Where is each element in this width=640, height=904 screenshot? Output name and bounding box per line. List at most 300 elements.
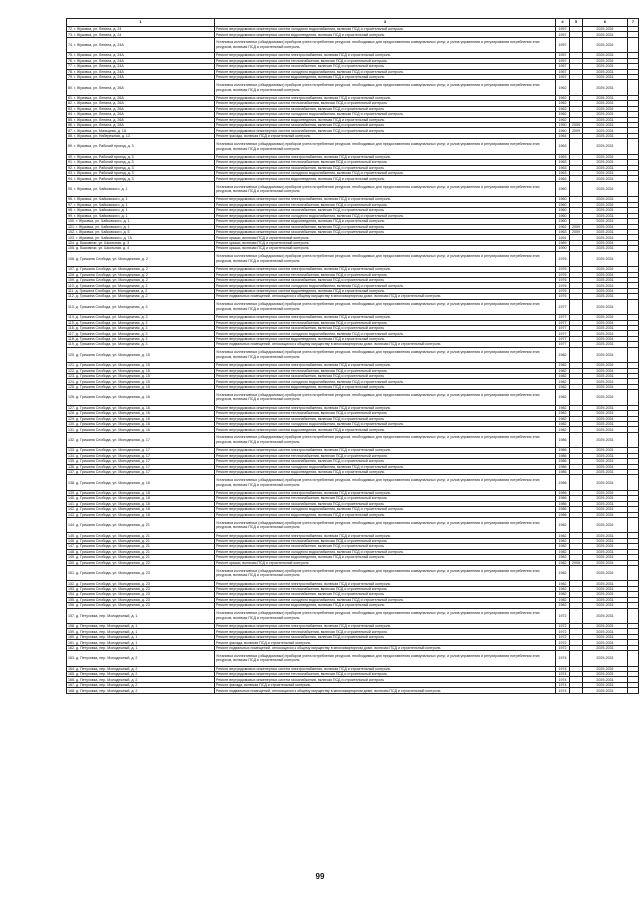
row-address-text: д. Гришина Слобода, ул. Молодежная, д. 15 (76, 368, 150, 373)
row-work-description: Ремонт внутридомовых инженерных систем электроснабжения, включая ПСД и строительный контроль (215, 666, 556, 671)
row-work-description: Ремонт внутридомовых инженерных систем холодного водоснабжения, включая ПСД и строительный контроль (215, 69, 556, 74)
row-number: 136. (68, 464, 75, 469)
row-work-description: Ремонт внутридомовых инженерных систем электроснабжения, включая ПСД и строительный контроль (215, 533, 556, 538)
row-work-description: Ремонт внутридомовых инженерных систем газоснабжения, включая ПСД и строительный контроль (215, 501, 556, 506)
row-year-built: 1957 (556, 58, 570, 63)
row-number: 113. (68, 304, 75, 309)
row-number: 79. (68, 75, 73, 80)
row-address-text: д. Гришина Слобода, ул. Молодежная, д. 16 (76, 405, 150, 410)
row-planned-period: 2029-2031 (583, 464, 628, 469)
row-year-built: 1950 (556, 123, 570, 128)
row-year-built: 1982 (556, 416, 570, 421)
row-planned-period: 2029-2031 (583, 608, 628, 623)
row-planned-period: 2029-2031 (583, 645, 628, 650)
row-address (67, 518, 215, 533)
row-work-description: Установка коллективных (общедомовых) приборов учета потребления ресурсов, необходимых для предоставления коммунальных услуг, и узлов управления и регулирования потребления этих ресурсов, включая ПСД и строительный контроль (215, 251, 556, 266)
row-number: 135. (68, 459, 75, 464)
row-work-description: Ремонт внутридомовых инженерных систем водоотведения, включая ПСД и строительный контроль (215, 384, 556, 389)
row-year-built: 1982 (556, 549, 570, 554)
row-number: 111. (68, 289, 75, 293)
row-planned-period: 2029-2031 (583, 213, 628, 218)
row-work-description: Ремонт внутридомовых инженерных систем холодного водоснабжения, включая ПСД и строительный контроль (215, 171, 556, 176)
row-number: 81. (68, 96, 73, 101)
row-planned-period: 2029-2031 (583, 229, 628, 234)
row-year-built: 1972 (556, 645, 570, 650)
row-address-text: г. Жуковка, ул. Чайковского, д. 1 (74, 213, 128, 218)
row-address-text: д. Гришина Слобода, ул. Молодежная, д. 3 (75, 320, 148, 325)
row-address-text: д. Петуховка, пер. Молодежный, д. 1 (76, 635, 138, 640)
row-year-built: 1982 (556, 411, 570, 416)
row-number: 130. (68, 422, 75, 427)
row-planned-period: 2029-2031 (583, 160, 628, 165)
row-planned-period: 2029-2031 (583, 416, 628, 421)
row-address-text: д. Гришина Слобода, ул. Молодежная, д. 2 (75, 289, 148, 293)
row-number: 118. (68, 337, 75, 342)
row-address-text: г. Жуковка, ул. Ленина, д. 26А (74, 117, 124, 122)
row-planned-period: 2029-2031 (583, 331, 628, 336)
row-address-text: д. Гришина Слобода, ул. Молодежная, д. 3 (75, 342, 148, 347)
column-header: 1 (67, 19, 215, 27)
row-address-text: д. Гришина Слобода, ул. Молодежная, д. 18 (76, 507, 150, 512)
row-work-description: Ремонт внутридомовых инженерных систем теплоснабжения, включая ПСД и строительный контроль (215, 496, 556, 501)
row-address-text: д. Гришина Слобода, ул. Молодежная, д. 23 (76, 597, 150, 602)
row-planned-period: 2029-2031 (583, 538, 628, 543)
row-work-description: Ремонт внутридомовых инженерных систем водоотведения, включая ПСД и строительный контроль (215, 512, 556, 517)
row-work-description: Установка коллективных (общедомовых) приборов учета потребления ресурсов, необходимых для предоставления коммунальных услуг, и узлов управления и регулирования потребления этих ресурсов, включая ПСД и строительный контроль (215, 566, 556, 581)
row-year-built: 1977 (556, 336, 570, 341)
row-year-built: 1963 (556, 154, 570, 159)
row-year-built: 1976 (556, 277, 570, 282)
row-address (67, 651, 215, 666)
row-address-text: д. Гришина Слобода, ул. Молодежная, д. 15 (76, 352, 150, 357)
row-address-text: г. Жуковка, ул. Чайковского, д. 1 (76, 224, 130, 229)
row-number: 75. (68, 53, 73, 58)
row-address-text: д. Гришина Слобода, ул. Молодежная, д. 16 (76, 427, 150, 432)
row-address (67, 37, 215, 52)
row-work-description: Установка коллективных (общедомовых) приборов учета потребления ресурсов, необходимых для предоставления коммунальных услуг, и узлов управления и регулирования потребления этих ресурсов, включая ПСД и строительный контроль (215, 347, 556, 362)
row-year-built: 1986 (556, 470, 570, 475)
row-address-text: г. Жуковка, ул. Чайковского, д. 1 (74, 202, 128, 207)
row-planned-period: 2029-2031 (583, 411, 628, 416)
row-planned-period: 2029-2031 (583, 586, 628, 591)
row-address-text: д. Петуховка, пер. Молодежный, д. 2 (76, 677, 138, 682)
row-work-description: Установка коллективных (общедомовых) приборов учета потребления ресурсов, необходимых для предоставления коммунальных услуг, и узлов управления и регулирования потребления этих ресурсов, включая ПСД и строительный контроль (215, 432, 556, 447)
row-work-description: Ремонт внутридомовых инженерных систем теплоснабжения, включая ПСД и строительный контроль (215, 368, 556, 373)
row-number: 154. (68, 592, 75, 597)
row-work-description: Ремонт внутридомовых инженерных систем газоснабжения, включая ПСД и строительный контроль (215, 592, 556, 597)
row-work-description: Ремонт внутридомовых инженерных систем теплоснабжения, включая ПСД и строительный контроль (215, 453, 556, 458)
row-address-text: д. Петуховка, пер. Молодежный, д. 1 (76, 645, 138, 650)
row-planned-period: 2029-2031 (583, 470, 628, 475)
row-year-renovated (570, 566, 583, 581)
row-planned-period: 2029-2031 (583, 581, 628, 586)
row-year-built: 1982 (556, 405, 570, 410)
row-extra-cell (628, 688, 639, 693)
row-planned-period: 2029-2031 (583, 566, 628, 581)
row-extra-cell (628, 251, 639, 266)
row-work-description: Ремонт крыши, включая ПСД и строительный контроль (215, 240, 556, 245)
row-planned-period: 2029-2031 (583, 347, 628, 362)
row-address (67, 251, 215, 266)
row-year-built: 1977 (556, 315, 570, 320)
row-address-text: д. Гришина Слобода, ул. Молодежная, д. 21 (76, 544, 150, 549)
row-planned-period: 2029-2031 (583, 75, 628, 80)
row-address-text: г. Жуковка, ул. Ленина, д. 24А (74, 58, 124, 63)
row-planned-period: 2029-2031 (583, 208, 628, 213)
row-work-description: Установка коллективных (общедомовых) приборов учета потребления ресурсов, необходимых для предоставления коммунальных услуг, и узлов управления и регулирования потребления этих ресурсов, включая ПСД и строительный контроль (215, 181, 556, 196)
row-planned-period: 2029-2031 (583, 490, 628, 495)
row-year-built: 1982 (556, 347, 570, 362)
row-number: 166. (68, 677, 75, 682)
row-address-text: г. Жуковка, ул. Ленина, д. 28А (74, 123, 124, 128)
table-row (67, 37, 639, 52)
row-planned-period: 2029-2031 (583, 240, 628, 245)
row-planned-period: 2029-2031 (583, 507, 628, 512)
row-year-renovated (570, 347, 583, 362)
row-planned-period: 2029-2031 (583, 202, 628, 207)
row-work-description: Ремонт подвальных помещений, относящихся к общему имуществу в многоквартирном доме, включая ПСД и строительный контроль (215, 688, 556, 693)
row-year-built: 1974 (556, 672, 570, 677)
row-planned-period: 2029-2031 (583, 101, 628, 106)
row-planned-period: 2029-2031 (583, 272, 628, 277)
row-year-built: 1982 (556, 592, 570, 597)
row-planned-period: 2029-2031 (583, 453, 628, 458)
page-number: 99 (315, 872, 325, 881)
row-year-built: 1960 (556, 213, 570, 218)
row-year-renovated: 2009 (570, 229, 583, 234)
row-work-description: Установка коллективных (общедомовых) приборов учета потребления ресурсов, необходимых для предоставления коммунальных услуг, и узлов управления и регулирования потребления этих ресурсов, включая ПСД и строительный контроль (215, 299, 556, 314)
row-work-description: Ремонт внутридомовых инженерных систем газоснабжения, включая ПСД и строительный контроль (215, 677, 556, 682)
row-address-text: д. Гришина Слобода, ул. Молодежная, д. 17 (76, 448, 150, 453)
table-row (67, 251, 639, 266)
row-year-built: 1960 (556, 219, 570, 224)
row-number: 83. (68, 106, 73, 111)
row-year-built: 1960 (556, 202, 570, 207)
row-planned-period: 2029-2031 (583, 277, 628, 282)
row-work-description: Ремонт внутридомовых инженерных систем газоснабжения, включая ПСД и строительный контроль (215, 208, 556, 213)
row-work-description: Ремонт внутридомовых инженерных систем холодного водоснабжения, включая ПСД и строительный контроль (215, 27, 556, 32)
row-address-text: г. Жуковка, ул. Ленина, д. 24А (74, 75, 124, 80)
row-work-description: Ремонт внутридомовых инженерных систем электроснабжения, включая ПСД и строительный контроль (215, 624, 556, 629)
row-year-built: 1960 (556, 208, 570, 213)
row-planned-period: 2029-2031 (583, 325, 628, 330)
row-address-text: д. Гришина Слобода, ул. Молодежная, д. 2 (75, 283, 148, 288)
row-year-built: 1963 (556, 229, 570, 234)
row-work-description: Ремонт внутридомовых инженерных систем холодного водоснабжения, включая ПСД и строительный контроль (215, 112, 556, 117)
row-number: 93. (68, 171, 73, 176)
row-number: 98. (68, 208, 73, 213)
row-work-description: Ремонт внутридомовых инженерных систем газоснабжения, включая ПСД и строительный контроль (215, 165, 556, 170)
row-address-text: г. Жуковка, ул. Ленина, д. 26А (74, 101, 124, 106)
row-year-renovated (570, 37, 583, 52)
row-address-text: д. Гришина Слобода, ул. Молодежная, д. 3 (75, 315, 148, 320)
row-address-text: д. Петуховка, пер. Молодежный, д. 2 (76, 666, 138, 671)
row-address (67, 432, 215, 447)
row-address-text: д. Гришина Слобода, ул. Молодежная, д. 2 (76, 267, 148, 272)
row-address-text: г. Жуковка, ул. Ленина, д. 26А (74, 85, 124, 90)
row-work-description: Ремонт внутридомовых инженерных систем электроснабжения, включая ПСД и строительный контроль (215, 315, 556, 320)
row-work-description: Ремонт внутридомовых инженерных систем теплоснабжения, включая ПСД и строительный контроль (215, 320, 556, 325)
row-year-built: 1957 (556, 37, 570, 52)
row-address-text: д. Гришина Слобода, ул. Молодежная, д. 18 (76, 491, 150, 496)
row-year-built: 1960 (556, 181, 570, 196)
row-extra-cell (628, 80, 639, 95)
table-row (67, 390, 639, 405)
row-address (67, 347, 215, 362)
table-row (67, 566, 639, 581)
row-work-description: Ремонт внутридомовых инженерных систем электроснабжения, включая ПСД и строительный контроль (215, 448, 556, 453)
row-year-built: 1982 (556, 538, 570, 543)
row-planned-period: 2029-2031 (583, 64, 628, 69)
row-planned-period: 2029-2031 (583, 267, 628, 272)
row-address-text: д. Гришина Слобода, ул. Молодежная, д. 3 (75, 331, 148, 336)
row-planned-period: 2029-2031 (583, 597, 628, 602)
row-planned-period: 2029-2031 (583, 677, 628, 682)
row-year-built: 1976 (556, 283, 570, 288)
row-extra-cell (628, 299, 639, 314)
row-work-description: Ремонт внутридомовых инженерных систем холодного водоснабжения, включая ПСД и строительный контроль (215, 331, 556, 336)
row-work-description: Ремонт внутридомовых инженерных систем электроснабжения, включая ПСД и строительный контроль (215, 405, 556, 410)
row-planned-period: 2029-2031 (583, 219, 628, 224)
row-work-description: Ремонт внутридомовых инженерных систем газоснабжения, включая ПСД и строительный контроль (215, 325, 556, 330)
row-work-description: Ремонт внутридомовых инженерных систем водоотведения, включая ПСД и строительный контроль (215, 32, 556, 37)
row-address-text: д. Гришина Слобода, ул. Молодежная, д. 16 (76, 411, 150, 416)
row-number: 73. (68, 32, 73, 37)
row-number: 153. (68, 587, 75, 592)
row-planned-period: 2029-2031 (583, 405, 628, 410)
row-planned-period: 2029-2031 (583, 501, 628, 506)
row-address-text: г. Жуковка, ул. Рабочий проезд, д. 3 (74, 165, 134, 170)
row-number: 97. (68, 202, 73, 207)
row-address-text: г. Жуковка, ул. Ленина, д. 26А (74, 106, 124, 111)
row-work-description: Ремонт внутридомовых инженерных систем водоотведения, включая ПСД и строительный контроль (215, 603, 556, 608)
row-address (67, 390, 215, 405)
row-work-description: Ремонт внутридомовых инженерных систем электроснабжения, включая ПСД и строительный контроль (215, 267, 556, 272)
row-year-built: 1962 (556, 101, 570, 106)
row-year-built: 1982 (556, 390, 570, 405)
row-number: 90. (68, 154, 73, 159)
row-number: 161. (68, 640, 75, 645)
row-planned-period: 2029-2031 (583, 592, 628, 597)
row-year-renovated (570, 80, 583, 95)
row-number: 147. (68, 544, 75, 549)
row-year-built: 1960 (556, 128, 570, 133)
row-work-description: Ремонт внутридомовых инженерных систем теплоснабжения, включая ПСД и строительный контроль (215, 272, 556, 277)
row-work-description: Ремонт внутридомовых инженерных систем газоснабжения, включая ПСД и строительный контроль (215, 277, 556, 282)
row-number: 110. (68, 283, 75, 288)
table-row (67, 432, 639, 447)
row-number: 85. (68, 117, 73, 122)
row-address-text: д. Петуховка, пер. Молодежный, д. 2 (76, 656, 138, 661)
row-address-text: д. Гришина Слобода, ул. Молодежная, д. 2 (76, 272, 148, 277)
row-planned-period: 2029-2031 (583, 459, 628, 464)
row-address-text: д. Петуховка, пер. Молодежный, д. 2 (76, 672, 138, 677)
row-number: 115. (68, 320, 75, 325)
row-planned-period: 2029-2031 (583, 251, 628, 266)
row-year-built: 1982 (556, 427, 570, 432)
row-work-description: Ремонт внутридомовых инженерных систем холодного водоснабжения, включая ПСД и строительный контроль (215, 464, 556, 469)
row-number: 92. (68, 165, 73, 170)
row-year-built: 1963 (556, 160, 570, 165)
row-address-text: г. Жуковка, ул. Мальцева, д. 1А (74, 128, 127, 133)
row-address-text: г. Жуковка, ул. Ленина, д. 24 (74, 32, 122, 37)
row-address-text: д. Петуховка, пер. Молодежный, д. 1 (76, 624, 138, 629)
row-year-built: 1982 (556, 384, 570, 389)
row-year-built: 1962 (556, 224, 570, 229)
table-row (67, 347, 639, 362)
row-work-description: Ремонт внутридомовых инженерных систем водоотведения, включая ПСД и строительный контроль (215, 219, 556, 224)
row-year-built: 1989 (556, 240, 570, 245)
row-planned-period: 2029-2031 (583, 336, 628, 341)
row-planned-period: 2029-2031 (583, 603, 628, 608)
row-work-description: Ремонт внутридомовых инженерных систем теплоснабжения, включая ПСД и строительный контроль (215, 586, 556, 591)
row-address-text: д. Петуховка, пер. Молодежный, д. 1 (76, 640, 138, 645)
row-planned-period: 2029-2031 (583, 533, 628, 538)
row-year-renovated: 2009 (570, 123, 583, 128)
row-work-description: Ремонт внутридомовых инженерных систем водоотведения, включая ПСД и строительный контроль (215, 117, 556, 122)
row-number: 99. (68, 213, 73, 218)
row-work-description: Ремонт внутридомовых инженерных систем холодного водоснабжения, включая ПСД и строительный контроль (215, 283, 556, 288)
row-planned-period: 2029-2031 (583, 390, 628, 405)
row-address-text: г. Жуковка, ул. Чайковского, д. 7А (76, 235, 132, 240)
capital-repair-table (66, 18, 639, 694)
row-year-built: 1972 (556, 608, 570, 623)
row-year-built: 1982 (556, 581, 570, 586)
row-year-renovated (570, 608, 583, 623)
row-number: 131. (68, 427, 75, 432)
row-work-description: Установка коллективных (общедомовых) приборов учета потребления ресурсов, необходимых для предоставления коммунальных услуг, и узлов управления и регулирования потребления этих ресурсов, включая ПСД и строительный контроль (215, 390, 556, 405)
row-address-text: д. Гришина Слобода, ул. Молодежная, д. 2 (76, 256, 148, 261)
row-address-text: д. Гришина Слобода, ул. Молодежная, д. 3 (75, 337, 148, 342)
row-year-built: 1957 (556, 32, 570, 37)
row-planned-period: 2029-2031 (583, 288, 628, 293)
row-planned-period: 2029-2031 (583, 640, 628, 645)
row-year-renovated (570, 475, 583, 490)
row-year-built: 1972 (556, 634, 570, 639)
row-year-built: 1962 (556, 80, 570, 95)
row-number: 144. (68, 523, 75, 528)
row-address-text: д. Гришина Слобода, ул. Молодежная, д. 2 (75, 294, 148, 299)
row-number: 139. (68, 491, 75, 496)
column-header: 4 (556, 19, 570, 27)
row-year-built: 1972 (556, 624, 570, 629)
row-number: 95. (68, 187, 73, 192)
row-year-renovated: 2008 (570, 560, 583, 565)
row-address-text: д. Гришина Слобода, ул. Молодежная, д. 21 (76, 523, 150, 528)
row-planned-period: 2029-2031 (583, 688, 628, 693)
row-address-text: д. Петуховка, пер. Молодежный, д. 1 (76, 613, 138, 618)
row-extra-cell (628, 37, 639, 52)
row-address-text: д. Гришина Слобода, ул. Молодежная, д. 17 (76, 453, 150, 458)
row-address-text: г. Жуковка, ул. Чайковского, д. 1 (76, 219, 130, 224)
row-number: 148. (68, 549, 75, 554)
row-planned-period: 2029-2031 (583, 112, 628, 117)
row-address-text: д. Быковичи, ул. Школьная, д. 3 (76, 240, 130, 245)
row-work-description: Ремонт крыши, включая ПСД и строительный контроль (215, 246, 556, 251)
row-planned-period: 2029-2031 (583, 555, 628, 560)
row-work-description: Ремонт внутридомовых инженерных систем водоотведения, включая ПСД и строительный контроль (215, 555, 556, 560)
row-year-built: 1974 (556, 682, 570, 687)
row-year-built: 1990 (556, 246, 570, 251)
row-number: 84. (68, 112, 73, 117)
row-planned-period: 2029-2031 (583, 368, 628, 373)
row-work-description: Ремонт внутридомовых инженерных систем теплоснабжения, включая ПСД и строительный контроль (215, 58, 556, 63)
row-number: 89. (68, 144, 73, 149)
row-number: 128. (68, 411, 75, 416)
row-year-built: 1977 (556, 325, 570, 330)
row-planned-period: 2029-2031 (583, 27, 628, 32)
row-planned-period: 2029-2031 (583, 682, 628, 687)
row-number: 94. (68, 176, 73, 181)
row-number: 126. (68, 395, 75, 400)
row-number: 117. (68, 331, 75, 336)
column-header: 7 (628, 19, 639, 27)
row-number: 150. (68, 560, 75, 565)
row-work-description: Ремонт фасада, включая ПСД и строительный контроль (215, 133, 556, 138)
row-work-description: Ремонт внутридомовых инженерных систем газоснабжения, включая ПСД и строительный контроль (215, 416, 556, 421)
row-number: 122. (68, 368, 75, 373)
row-work-description: Ремонт внутридомовых инженерных систем водоотведения, включая ПСД и строительный контроль (215, 288, 556, 293)
row-year-built: 1960 (556, 197, 570, 202)
row-number: 140. (68, 496, 75, 501)
row-work-description: Ремонт внутридомовых инженерных систем холодного водоснабжения, включая ПСД и строительный контроль (215, 422, 556, 427)
row-address-text: д. Гришина Слобода, ул. Молодежная, д. 21 (76, 555, 150, 560)
row-address-text: д. Гришина Слобода, ул. Молодежная, д. 17 (76, 459, 150, 464)
row-address-text: д. Петуховка, пер. Молодежный, д. 2 (76, 683, 138, 688)
row-number: 152. (68, 581, 75, 586)
row-year-built: 1977 (556, 299, 570, 314)
row-planned-period: 2029-2031 (583, 432, 628, 447)
row-planned-period: 2029-2031 (583, 37, 628, 52)
row-planned-period: 2029-2031 (583, 427, 628, 432)
row-planned-period: 2029-2031 (583, 123, 628, 128)
row-planned-period: 2029-2031 (583, 379, 628, 384)
row-work-description: Ремонт внутридомовых инженерных систем электроснабжения, включая ПСД и строительный контроль (215, 53, 556, 58)
row-address-text: д. Гришина Слобода, ул. Молодежная, д. 23 (76, 581, 150, 586)
row-year-built: 1972 (556, 629, 570, 634)
row-work-description: Ремонт фасада, включая ПСД и строительный контроль (215, 682, 556, 687)
row-planned-period: 2029-2031 (583, 80, 628, 95)
row-year-built: 1962 (556, 112, 570, 117)
row-address-text: д. Гришина Слобода, ул. Молодежная, д. 18 (76, 480, 150, 485)
row-planned-period: 2029-2031 (583, 624, 628, 629)
row-number: 119. (68, 342, 75, 347)
document-page (66, 18, 638, 694)
row-number: 155. (68, 597, 75, 602)
row-planned-period: 2029-2031 (583, 518, 628, 533)
row-year-built: 1957 (556, 27, 570, 32)
row-number: 80. (68, 85, 73, 90)
row-planned-period: 2029-2031 (583, 634, 628, 639)
row-planned-period: 2029-2031 (583, 176, 628, 181)
row-extra-cell (628, 566, 639, 581)
row-address-text: д. Гришина Слобода, ул. Молодежная, д. 15 (76, 374, 150, 379)
row-work-description: Ремонт внутридомовых инженерных систем газоснабжения, включая ПСД и строительный контроль (215, 224, 556, 229)
row-year-built: 1957 (556, 64, 570, 69)
row-work-description: Ремонт внутридомовых инженерных систем газоснабжения, включая ПСД и строительный контроль (215, 544, 556, 549)
row-year-built: 1986 (556, 496, 570, 501)
row-address-text: д. Гришина Слобода, ул. Молодежная, д. 22 (76, 560, 150, 565)
row-year-built: 1982 (556, 566, 570, 581)
row-address-text: д. Гришина Слобода, ул. Молодежная, д. 17 (76, 464, 150, 469)
column-header: 5 (570, 19, 583, 27)
row-planned-period: 2029-2031 (583, 128, 628, 133)
row-work-description: Ремонт внутридомовых инженерных систем электроснабжения, включая ПСД и строительный контроль (215, 95, 556, 100)
row-work-description: Ремонт внутридомовых инженерных систем теплоснабжения, включая ПСД и строительный контроль (215, 160, 556, 165)
row-work-description: Ремонт внутридомовых инженерных систем газоснабжения, включая ПСД и строительный контроль (215, 128, 556, 133)
row-extra-cell (628, 608, 639, 623)
row-year-built: 1986 (556, 453, 570, 458)
